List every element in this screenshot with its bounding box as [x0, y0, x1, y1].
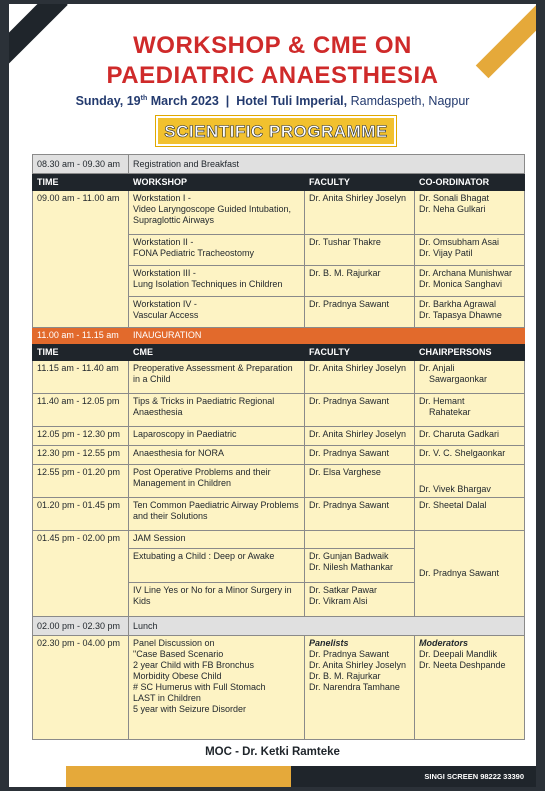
chair-cell: Dr. Vivek Bhargav — [415, 465, 525, 498]
workshop-cell — [129, 191, 305, 235]
faculty: Dr. Vikram Alsi — [309, 596, 368, 606]
cme-row — [33, 361, 525, 394]
topic-cell: Post Operative Problems and their Management in Children — [129, 465, 305, 498]
topic-cell: Anaesthesia for NORA — [129, 446, 305, 465]
panel-line: # SC Humerus with Full Stomach — [133, 682, 266, 692]
session-label: Lunch — [129, 617, 525, 636]
event-date-venue — [9, 94, 536, 108]
time-cell: 02.00 pm - 02.30 pm — [33, 617, 129, 636]
faculty-cell: Dr. B. M. Rajurkar — [305, 266, 415, 297]
faculty: Dr. Satkar Pawar — [309, 585, 378, 595]
time-cell: 11.15 am - 11.40 am — [33, 361, 129, 394]
coordinator-cell — [415, 235, 525, 266]
poster — [9, 4, 536, 787]
title-line-2: PAEDIATRIC ANAESTHESIA — [106, 62, 439, 89]
event-date-rest: March 2023 — [147, 94, 219, 108]
inauguration-row — [33, 328, 525, 344]
jam-row — [33, 531, 525, 549]
panelist: Dr. Pradnya Sawant — [309, 649, 390, 659]
faculty: Dr. Nilesh Mathankar — [309, 562, 394, 572]
time-cell: 01.20 pm - 01.45 pm — [33, 498, 129, 531]
panel-line: Panel Discussion on — [133, 638, 215, 648]
programme-table — [32, 154, 525, 740]
panel-line: 5 year with Seizure Disorder — [133, 704, 247, 714]
coordinator: Dr. Monica Sanghavi — [419, 279, 503, 289]
chair-cell: Dr. Charuta Gadkari — [415, 427, 525, 446]
faculty-cell: Dr. Anita Shirley Joselyn — [305, 427, 415, 446]
time-cell: 09.00 am - 11.00 am — [33, 191, 129, 328]
workshop-desc: Video Laryngoscope Guided Intubation, Supraglottic Airways — [133, 204, 291, 225]
faculty-cell: Dr. Anita Shirley Joselyn — [305, 361, 415, 394]
footer-credit: SINGI SCREEN 98222 33390 — [291, 766, 536, 787]
coordinator: Dr. Sonali Bhagat — [419, 193, 490, 203]
moderator: Dr. Deepali Mandlik — [419, 649, 498, 659]
coordinator: Dr. Archana Munishwar — [419, 268, 513, 278]
time-cell: 02.30 pm - 04.00 pm — [33, 636, 129, 740]
coordinator-cell — [415, 297, 525, 328]
moderator: Dr. Neeta Deshpande — [419, 660, 506, 670]
panelist: Dr. B. M. Rajurkar — [309, 671, 381, 681]
cme-row — [33, 394, 525, 427]
time-cell: 01.45 pm - 02.00 pm — [33, 531, 129, 617]
workshop-title: Workstation II - — [133, 237, 194, 247]
header-workshop: WORKSHOP — [129, 174, 305, 191]
faculty: Dr. Gunjan Badwaik — [309, 551, 389, 561]
header-coordinator: CO-ORDINATOR — [415, 174, 525, 191]
topic-cell: Laparoscopy in Paediatric — [129, 427, 305, 446]
header-faculty: FACULTY — [305, 344, 415, 361]
cme-header-row — [33, 344, 525, 361]
chairperson: Dr. Anjali — [419, 363, 455, 373]
workshop-cell — [129, 266, 305, 297]
faculty-cell — [305, 549, 415, 583]
registration-row — [33, 155, 525, 174]
panelists-label: Panelists — [309, 638, 349, 648]
time-cell: 12.05 pm - 12.30 pm — [33, 427, 129, 446]
moc-line: MOC - Dr. Ketki Ramteke — [205, 746, 340, 758]
header-cme: CME — [129, 344, 305, 361]
panel-row — [33, 636, 525, 740]
coordinator: Dr. Omsubham Asai — [419, 237, 500, 247]
chair-cell: Dr. Sheetal Dalal — [415, 498, 525, 531]
separator: | — [225, 94, 230, 108]
topic-cell: Tips & Tricks in Paediatric Regional Anaesthesia — [129, 394, 305, 427]
venue: Hotel Tuli Imperial, — [236, 94, 348, 108]
workshop-title: Workstation III - — [133, 268, 196, 278]
lunch-row — [33, 617, 525, 636]
chair-cell: Dr. V. C. Shelgaonkar — [415, 446, 525, 465]
topic-cell: Extubating a Child : Deep or Awake — [129, 549, 305, 583]
coordinator-cell — [415, 266, 525, 297]
chairperson-cont: Sawargaonkar — [429, 374, 488, 384]
panel-topic-cell — [129, 636, 305, 740]
coordinator: Dr. Tapasya Dhawne — [419, 310, 502, 320]
faculty-cell: Dr. Anita Shirley Joselyn — [305, 191, 415, 235]
panelist: Dr. Narendra Tamhane — [309, 682, 400, 692]
panel-line: "Case Based Scenario — [133, 649, 224, 659]
header-time: TIME — [33, 344, 129, 361]
chairperson: Dr. Hemant — [419, 396, 465, 406]
time-cell: 12.30 pm - 12.55 pm — [33, 446, 129, 465]
workshop-header-row — [33, 174, 525, 191]
topic-cell: Ten Common Paediatric Airway Problems and their Solutions — [129, 498, 305, 531]
chairperson-cont: Rahatekar — [429, 407, 471, 417]
faculty-cell — [305, 531, 415, 549]
cme-row — [33, 498, 525, 531]
date-suffix: th — [140, 94, 148, 102]
faculty-cell: Dr. Elsa Varghese — [305, 465, 415, 498]
workshop-title: Workstation IV - — [133, 299, 197, 309]
panelist: Dr. Anita Shirley Joselyn — [309, 660, 407, 670]
jam-label: JAM Session — [129, 531, 305, 549]
coordinator: Dr. Neha Gulkari — [419, 204, 486, 214]
time-cell: 08.30 am - 09.30 am — [33, 155, 129, 174]
programme-banner: SCIENTIFIC PROGRAMME — [156, 116, 396, 146]
moderators-cell — [415, 636, 525, 740]
panelists-cell — [305, 636, 415, 740]
chair-cell — [415, 394, 525, 427]
time-cell: 12.55 pm - 01.20 pm — [33, 465, 129, 498]
moderators-label: Moderators — [419, 638, 469, 648]
faculty-cell: Dr. Pradnya Sawant — [305, 446, 415, 465]
header-faculty: FACULTY — [305, 174, 415, 191]
chair-cell: Dr. Pradnya Sawant — [415, 531, 525, 617]
workshop-row — [33, 191, 525, 235]
workshop-cell — [129, 297, 305, 328]
workshop-cell — [129, 235, 305, 266]
location: Ramdaspeth, Nagpur — [347, 94, 470, 108]
faculty-cell — [305, 583, 415, 617]
faculty-cell: Dr. Pradnya Sawant — [305, 297, 415, 328]
faculty-cell: Dr. Pradnya Sawant — [305, 394, 415, 427]
header-chairpersons: CHAIRPERSONS — [415, 344, 525, 361]
workshop-desc: Vascular Access — [133, 310, 199, 320]
chair-cell — [415, 361, 525, 394]
workshop-desc: FONA Pediatric Tracheostomy — [133, 248, 255, 258]
event-date: Sunday, 19 — [75, 94, 141, 108]
coordinator: Dr. Vijay Patil — [419, 248, 473, 258]
cme-row — [33, 446, 525, 465]
time-cell: 11.00 am - 11.15 am — [33, 328, 129, 344]
topic-cell: IV Line Yes or No for a Minor Surgery in Kids — [129, 583, 305, 617]
panel-line: Morbidity Obese Child — [133, 671, 222, 681]
title-line-1: WORKSHOP & CME ON — [133, 32, 412, 59]
coordinator: Dr. Barkha Agrawal — [419, 299, 497, 309]
workshop-desc: Lung Isolation Techniques in Children — [133, 279, 283, 289]
cme-row — [33, 465, 525, 498]
faculty-cell: Dr. Pradnya Sawant — [305, 498, 415, 531]
time-cell: 11.40 am - 12.05 pm — [33, 394, 129, 427]
footer-accent-bar — [66, 766, 291, 787]
session-label: INAUGURATION — [129, 328, 525, 344]
coordinator-cell — [415, 191, 525, 235]
session-label: Registration and Breakfast — [129, 155, 525, 174]
cme-row — [33, 427, 525, 446]
panel-line: 2 year Child with FB Bronchus — [133, 660, 255, 670]
topic-cell: Preoperative Assessment & Preparation in a Child — [129, 361, 305, 394]
faculty-cell: Dr. Tushar Thakre — [305, 235, 415, 266]
workshop-title: Workstation I - — [133, 193, 191, 203]
panel-line: LAST in Children — [133, 693, 201, 703]
header-time: TIME — [33, 174, 129, 191]
